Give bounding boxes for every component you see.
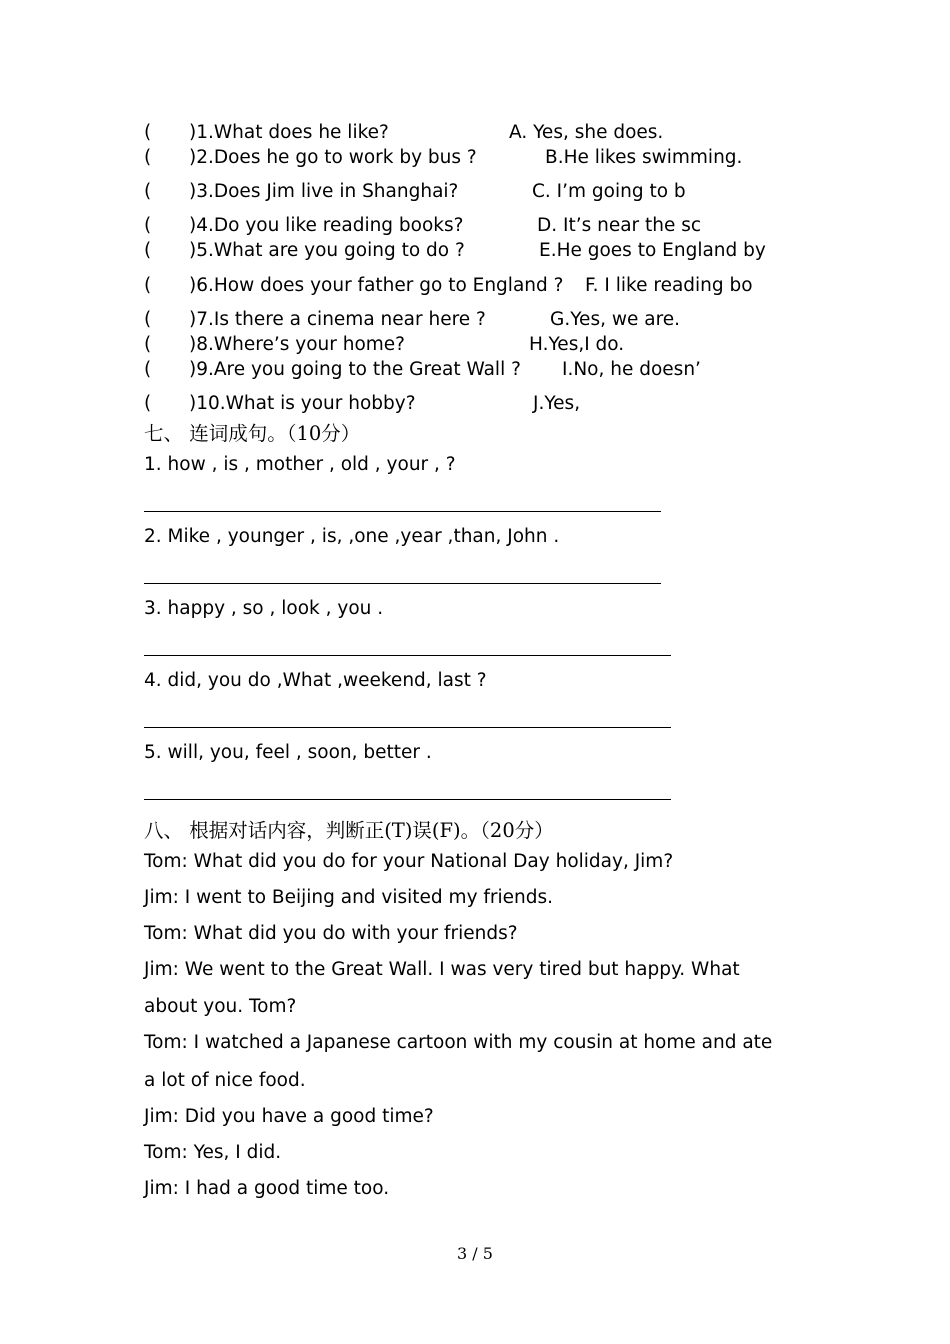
section-7-heading: 七、 连词成句。（10分） xyxy=(144,422,361,445)
question-text: )1.What does he like? xyxy=(189,122,389,143)
question-text: )6.How does your father go to England ? xyxy=(189,275,564,296)
dialogue-line: Jim: I had a good time too. xyxy=(144,1178,390,1199)
answer-paren: ( xyxy=(144,309,152,330)
answer-paren: ( xyxy=(144,147,152,168)
dialogue-line: a lot of nice food. xyxy=(144,1070,306,1091)
answer-line xyxy=(144,583,661,584)
option-text: D. It’s near the sc xyxy=(537,215,702,236)
page-number: 3 / 5 xyxy=(457,1244,493,1263)
question-text: )9.Are you going to the Great Wall ? xyxy=(189,359,521,380)
answer-paren: ( xyxy=(144,215,152,236)
question-text: )3.Does Jim live in Shanghai? xyxy=(189,181,459,202)
answer-paren: ( xyxy=(144,393,152,414)
question-text: )5.What are you going to do ? xyxy=(189,240,465,261)
dialogue-line: Jim: Did you have a good time? xyxy=(144,1106,434,1127)
sentence-item-3: 3. happy , so , look , you . xyxy=(144,598,384,619)
dialogue-line: Tom: Yes, I did. xyxy=(144,1142,282,1163)
question-text: )8.Where’s your home? xyxy=(189,334,405,355)
answer-paren: ( xyxy=(144,240,152,261)
answer-paren: ( xyxy=(144,181,152,202)
dialogue-line: Tom: What did you do with your friends? xyxy=(144,923,518,944)
dialogue-line: about you. Tom? xyxy=(144,996,297,1017)
option-text: H.Yes,I do. xyxy=(529,334,625,355)
option-text: C. I’m going to b xyxy=(532,181,686,202)
answer-paren: ( xyxy=(144,122,152,143)
option-text: I.No, he doesn’ xyxy=(562,359,701,380)
option-text: E.He goes to England by xyxy=(539,240,766,261)
dialogue-line: Tom: I watched a Japanese cartoon with my cousin at home and ate xyxy=(144,1032,773,1053)
answer-line xyxy=(144,799,671,800)
dialogue-line: Jim: I went to Beijing and visited my friends. xyxy=(144,887,554,908)
answer-paren: ( xyxy=(144,275,152,296)
option-text: A. Yes, she does. xyxy=(509,122,664,143)
question-text: )10.What is your hobby? xyxy=(189,393,416,414)
question-text: )7.Is there a cinema near here ? xyxy=(189,309,486,330)
option-text: F. I like reading bo xyxy=(585,275,753,296)
sentence-item-1: 1. how , is , mother , old , your , ? xyxy=(144,454,456,475)
sentence-item-2: 2. Mike , younger , is, ,one ,year ,than, John . xyxy=(144,526,560,547)
answer-paren: ( xyxy=(144,334,152,355)
option-text: G.Yes, we are. xyxy=(550,309,681,330)
sentence-item-5: 5. will, you, feel , soon, better . xyxy=(144,742,432,763)
answer-line xyxy=(144,511,661,512)
dialogue-line: Jim: We went to the Great Wall. I was very tired but happy. What xyxy=(144,959,740,980)
answer-paren: ( xyxy=(144,359,152,380)
question-text: )4.Do you like reading books? xyxy=(189,215,464,236)
dialogue-line: Tom: What did you do for your National Day holiday, Jim? xyxy=(144,851,674,872)
option-text: B.He likes swimming. xyxy=(545,147,743,168)
question-text: )2.Does he go to work by bus ? xyxy=(189,147,477,168)
answer-line xyxy=(144,727,671,728)
option-text: J.Yes, xyxy=(533,393,581,414)
sentence-item-4: 4. did, you do ,What ,weekend, last ? xyxy=(144,670,487,691)
section-8-heading: 八、 根据对话内容，判断正(T)误(F)。（20分） xyxy=(144,819,554,842)
answer-line xyxy=(144,655,671,656)
